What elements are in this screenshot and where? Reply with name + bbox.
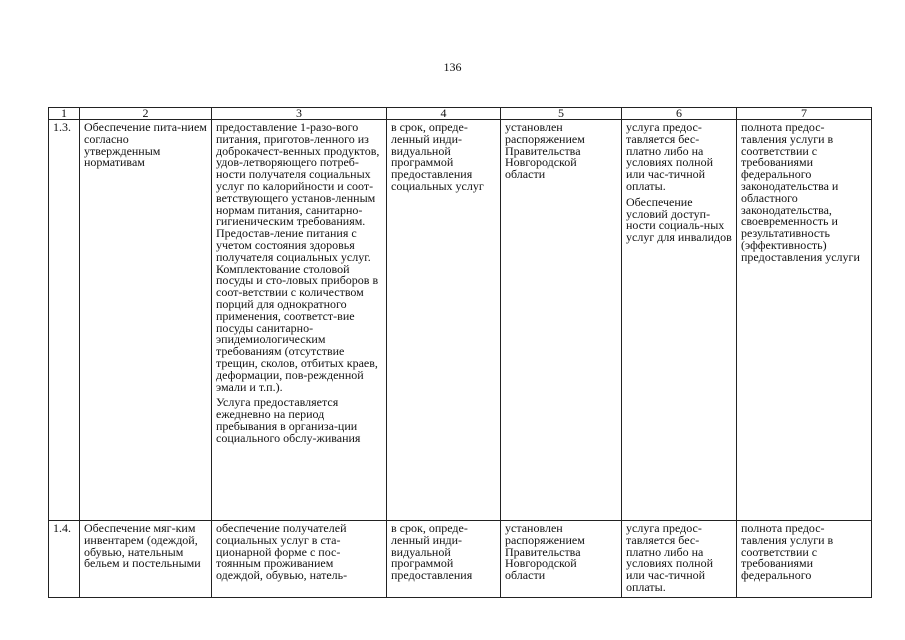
header-row [49,108,872,120]
service-name: Обеспечение пита-нием согласно утвержденным нормативам [80,120,212,521]
description-paragraph: Услуга предоставляется ежедневно на период пребывания в организа-ции социального обслу-живания [216,395,361,445]
header-col-3: 3 [212,108,387,120]
service-term: в срок, опреде-ленный инди-видуальной программой предоставления [387,521,501,598]
service-conditions [622,521,737,598]
header-col-6: 6 [622,108,737,120]
table-row [49,120,872,521]
service-conditions [622,120,737,521]
header-col-7: 7 [737,108,872,120]
header-col-2: 2 [80,108,212,120]
services-table [48,107,872,598]
service-cost: установлен распоряжением Правительства Новгородской области [501,120,622,521]
service-cost: установлен распоряжением Правительства Новгородской области [501,521,622,598]
service-term: в срок, опреде-ленный инди-видуальной программой предоставления социальных услуг [387,120,501,521]
header-col-5: 5 [501,108,622,120]
row-number: 1.4. [49,521,80,598]
table-row [49,521,872,598]
service-name: Обеспечение мяг-ким инвентарем (одеждой, обувью, нательным бельем и постельными [80,521,212,598]
service-evaluation: полнота предос-тавления услуги в соответствии с требованиями федерального законодательства и областного законодательства, своевременность и результативность (эффективность) предоставления услуги [737,120,872,521]
service-evaluation: полнота предос-тавления услуги в соответствии с требованиями федерального [737,521,872,598]
description-paragraph: предоставление 1-разо-вого питания, приготов-ленного из доброкачест-венных продуктов, удов-летворяющего потреб-ности получателя социальных услуг по калорийности и соот-ветствующего установ-ленным нормам питания, санитарно-гигиеническим требованиям. Предостав-ление питания с учетом состояния здоровья получателя социальных услуг. Комплектование столовой посуды и сто-ловых приборов в соот-ветствии с количеством порций для однократного применения, соответст-вие посуды санитарно-эпидемиологическим требованиям (отсутствие трещин, сколов, отбитых краев, деформации, пов-режденной эмали и т.п.). [216,120,380,394]
service-description [212,120,387,521]
conditions-paragraph: Обеспечение условий доступ-ности социаль-ных услуг для инвалидов [626,194,732,245]
page-number: 136 [443,60,462,74]
row-number: 1.3. [49,120,80,521]
header-col-1: 1 [49,108,80,120]
conditions-paragraph: услуга предос-тавляется бес-платно либо на условиях полной или час-тичной оплаты. [626,120,714,193]
description-paragraph: обеспечение получателей социальных услуг в ста-ционарной форме с пос-тоянным проживанием одеждой, обувью, натель- [216,521,348,583]
header-col-4: 4 [387,108,501,120]
service-description [212,521,387,598]
conditions-paragraph: услуга предос-тавляется бес-платно либо на условиях полной или час-тичной оплаты. [626,521,714,594]
